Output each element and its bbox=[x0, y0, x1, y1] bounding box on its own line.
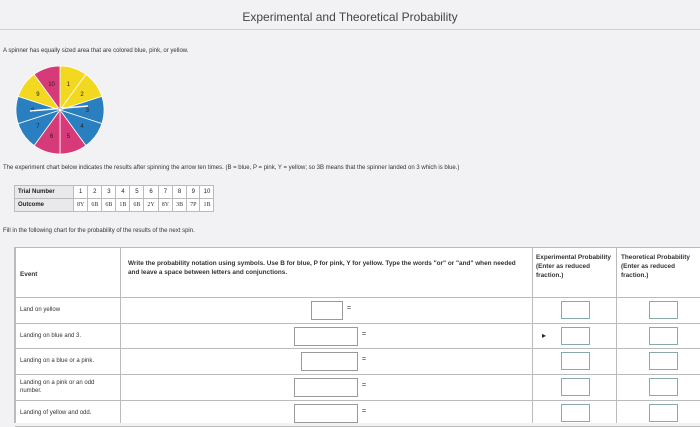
theoretical-fraction-input[interactable] bbox=[649, 378, 678, 396]
event-label: Landing on blue and 3. bbox=[20, 333, 82, 339]
spinner-section-label: 10 bbox=[48, 82, 55, 89]
trial-number-cell: 3 bbox=[102, 186, 116, 199]
notation-input[interactable] bbox=[294, 404, 358, 423]
event-row bbox=[15, 323, 700, 349]
event-row bbox=[15, 374, 700, 401]
trial-number-cell: 4 bbox=[116, 186, 130, 199]
outcome-cell: 6B bbox=[130, 199, 144, 212]
trial-number-cell: 10 bbox=[200, 186, 214, 199]
experimental-fraction-input[interactable] bbox=[561, 404, 590, 422]
spinner-section-label: 2 bbox=[80, 91, 84, 98]
theoretical-fraction-input[interactable] bbox=[649, 301, 678, 319]
notation-input[interactable] bbox=[311, 301, 343, 320]
theoretical-fraction-input[interactable] bbox=[649, 352, 678, 370]
trial-number-cell: 9 bbox=[187, 186, 200, 199]
trial-number-cell: 6 bbox=[144, 186, 158, 199]
outcome-cell: 1B bbox=[116, 199, 130, 212]
notation-column-header: Write the probability notation using symbols. Use B for blue, P for pink, Y for yellow. Type the words "or" or "and" when needed and leave a space between letters and conjunctions. bbox=[128, 260, 516, 276]
experiment-description: The experiment chart below indicates the results after spinning the arrow ten times. (B = blue, P = pink, Y = yellow; so 3B means that the spinner landed on 3 which is blue.) bbox=[3, 165, 460, 171]
intro-text: A spinner has equally sized area that are colored blue, pink, or yellow. bbox=[3, 48, 189, 54]
trial-results-table bbox=[14, 185, 214, 212]
trial-number-cell: 8 bbox=[173, 186, 187, 199]
event-row bbox=[15, 348, 700, 375]
title-divider bbox=[0, 29, 700, 30]
probability-table bbox=[14, 247, 700, 423]
fill-instructions: Fill in the following chart for the probability of the results of the next spin. bbox=[3, 228, 195, 234]
equals-sign: = bbox=[362, 408, 367, 415]
page-title: Experimental and Theoretical Probability bbox=[242, 10, 458, 24]
spinner-section-label: 7 bbox=[36, 124, 40, 131]
equals-sign: = bbox=[362, 382, 367, 389]
spinner-hub bbox=[58, 108, 62, 112]
spinner-section-label: 4 bbox=[80, 124, 84, 131]
mouse-cursor-icon: ▸ bbox=[542, 331, 547, 340]
experimental-column-header: Experimental Probability (Enter as reduced fraction.) bbox=[536, 254, 611, 279]
spinner-section-label: 6 bbox=[49, 133, 54, 140]
notation-input[interactable] bbox=[294, 378, 358, 397]
outcome-cell: 1B bbox=[200, 199, 214, 212]
outcome-row bbox=[15, 199, 214, 212]
experimental-fraction-input[interactable] bbox=[561, 327, 590, 345]
table-header-row bbox=[15, 248, 700, 298]
outcome-cell: 8Y bbox=[74, 199, 88, 212]
event-label: Landing on a pink or an odd number. bbox=[20, 380, 95, 394]
spinner-section-label: 1 bbox=[66, 82, 71, 89]
spinner-section-label: 9 bbox=[36, 91, 40, 98]
outcome-cell: 6B bbox=[88, 199, 102, 212]
event-label: Landing of yellow and odd. bbox=[20, 410, 92, 416]
outcome-cell: 8Y bbox=[158, 199, 172, 212]
trial-number-cell: 5 bbox=[130, 186, 144, 199]
experimental-fraction-input[interactable] bbox=[561, 378, 590, 396]
event-column-header: Event bbox=[20, 271, 38, 278]
trial-number-cell: 2 bbox=[88, 186, 102, 199]
spinner-section-label: 3 bbox=[85, 108, 89, 114]
equals-sign: = bbox=[347, 305, 352, 312]
theoretical-column-header: Theoretical Probability (Enter as reduced fraction.) bbox=[621, 254, 690, 279]
experimental-fraction-input[interactable] bbox=[561, 352, 590, 370]
event-label: Landing on a blue or a pink. bbox=[20, 358, 95, 364]
outcome-cell: 2Y bbox=[144, 199, 158, 212]
trial-number-row bbox=[15, 186, 214, 199]
event-row bbox=[15, 297, 700, 324]
spinner-wheel bbox=[15, 65, 105, 155]
event-row bbox=[15, 400, 700, 427]
outcome-header: Outcome bbox=[15, 199, 74, 212]
experimental-fraction-input[interactable] bbox=[561, 301, 590, 319]
outcome-cell: 6B bbox=[102, 199, 116, 212]
trial-number-cell: 1 bbox=[74, 186, 88, 199]
theoretical-fraction-input[interactable] bbox=[649, 404, 678, 422]
trial-number-header: Trial Number bbox=[15, 186, 74, 199]
outcome-cell: 3B bbox=[173, 199, 187, 212]
notation-input[interactable] bbox=[294, 327, 358, 346]
outcome-cell: 7P bbox=[187, 199, 200, 212]
spinner-section-label: 5 bbox=[66, 133, 71, 140]
theoretical-fraction-input[interactable] bbox=[649, 327, 678, 345]
event-label: Land on yellow bbox=[20, 307, 61, 313]
equals-sign: = bbox=[362, 331, 367, 338]
equals-sign: = bbox=[362, 356, 367, 363]
notation-input[interactable] bbox=[301, 352, 358, 371]
trial-number-cell: 7 bbox=[158, 186, 172, 199]
